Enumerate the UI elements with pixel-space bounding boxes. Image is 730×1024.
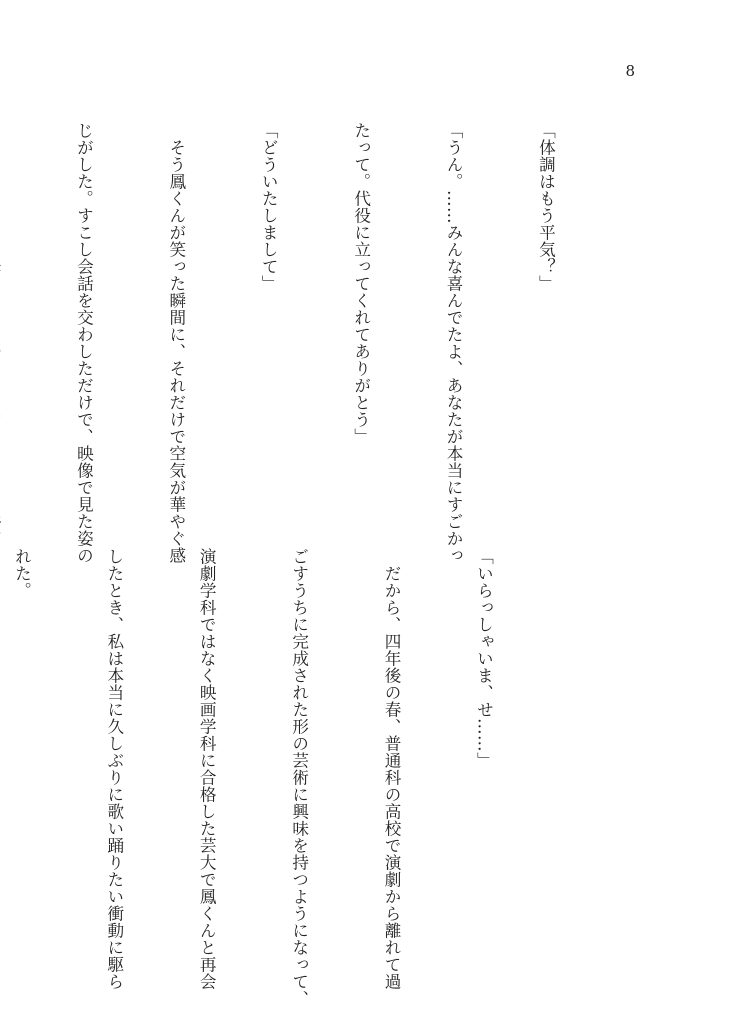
- text-line: 「どういたしまして」: [259, 122, 279, 292]
- text-line: じがした。すこし会話を交わしただけで、映像で見た姿の: [74, 122, 94, 564]
- text-line: たって。代役に立ってくれてありがとう」: [351, 122, 371, 445]
- text-line: ごすうちに完成された形の芸術に興味を持つようになって、: [289, 548, 309, 1007]
- text-line: 「体調はもう平気？」: [536, 122, 556, 292]
- top-text-section: [0, 122, 622, 564]
- text-line: [0, 122, 6, 522]
- text-line: したとき、私は本当に久しぶりに歌い踊りたい衝動に駆ら: [104, 548, 124, 990]
- text-line: 演劇学科ではなく映画学科に合格した芸大で鳳くんと再会: [197, 548, 217, 990]
- text-line: れた。: [12, 548, 32, 599]
- text-line: そう鳳くんが笑った瞬間に、それだけで空気が華やぐ感: [166, 122, 186, 564]
- page-number: 8: [625, 62, 635, 80]
- text-line: 「うん。……みんな喜んでたよ、あなたが本当にすごかっ: [444, 122, 464, 564]
- text-line: 「いらっしゃいま、せ……」: [474, 548, 494, 769]
- bottom-text-section: [0, 548, 560, 1007]
- text-line: だから、四年後の春、普通科の高校で演劇から離れて過: [382, 548, 402, 990]
